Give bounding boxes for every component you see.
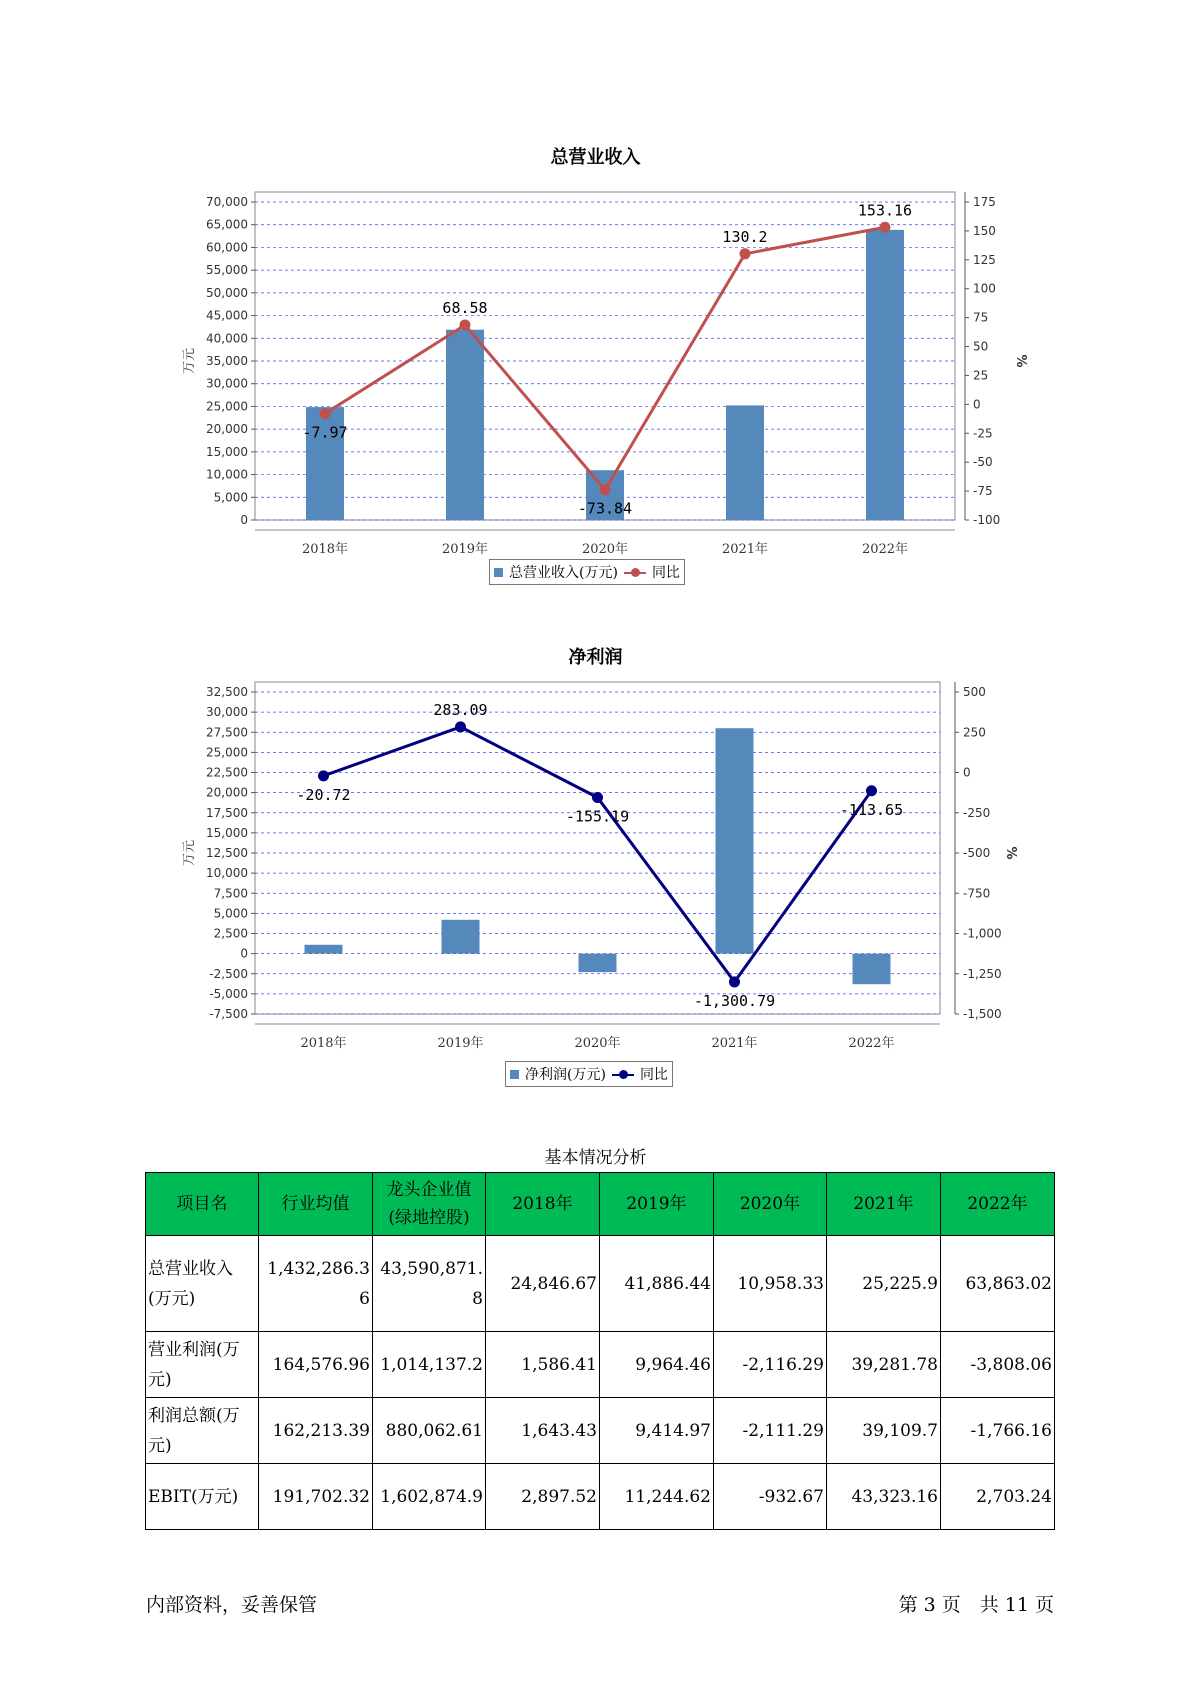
table-cell: 1,586.41 xyxy=(486,1332,600,1398)
table-header-row xyxy=(146,1173,1055,1236)
table-cell: 2,897.52 xyxy=(486,1464,600,1530)
table-cell: 191,702.32 xyxy=(259,1464,373,1530)
table-cell: -3,808.06 xyxy=(941,1332,1055,1398)
yoy-point xyxy=(460,320,471,331)
y-tick-label: 10,000 xyxy=(206,866,248,881)
y2-axis-title: % xyxy=(1013,354,1028,368)
legend-line-label: 同比 xyxy=(651,565,680,581)
y2-axis-title: % xyxy=(1003,846,1018,860)
table-row xyxy=(146,1464,1055,1530)
table-cell: 1,014,137.2 xyxy=(373,1332,486,1398)
y-tick-label: 20,000 xyxy=(206,422,248,437)
yoy-point xyxy=(455,721,466,732)
bar xyxy=(716,728,754,953)
yoy-point xyxy=(740,248,751,259)
table-cell: 1,602,874.9 xyxy=(373,1464,486,1530)
row-name-cell: EBIT(万元) xyxy=(146,1464,259,1530)
y2-tick-label: 0 xyxy=(963,765,971,780)
header-cell: 2022年 xyxy=(941,1173,1055,1236)
x-tick-label: 2020年 xyxy=(574,1036,621,1051)
yoy-data-label: -155.19 xyxy=(565,807,630,826)
bar xyxy=(579,954,617,973)
row-name-cell: 营业利润(万元) xyxy=(146,1332,259,1398)
yoy-point xyxy=(600,484,611,495)
yoy-data-label: 283.09 xyxy=(433,700,488,719)
table-cell: -2,116.29 xyxy=(714,1332,827,1398)
y2-tick-label: 150 xyxy=(973,223,996,238)
y-axis-title: 万元 xyxy=(182,839,197,867)
footer-confidential-note: 内部资料，妥善保管 xyxy=(146,1594,318,1616)
y-tick-label: 27,500 xyxy=(206,725,248,740)
table-cell: 162,213.39 xyxy=(259,1398,373,1464)
x-tick-label: 2019年 xyxy=(441,542,489,557)
table-cell: 39,281.78 xyxy=(827,1332,941,1398)
legend-revenue xyxy=(489,559,685,585)
y2-tick-label: -750 xyxy=(963,886,991,901)
y-axis-title: 万元 xyxy=(182,347,197,375)
y-tick-label: 17,500 xyxy=(206,805,248,820)
y-tick-label: 55,000 xyxy=(206,263,248,278)
chart-title-net-profit: 净利润 xyxy=(568,647,623,668)
yoy-point xyxy=(729,976,740,987)
y2-tick-label: 100 xyxy=(973,281,996,296)
header-cell: 项目名 xyxy=(146,1173,259,1236)
table-cell: 10,958.33 xyxy=(714,1236,827,1332)
x-tick-label: 2022年 xyxy=(848,1036,895,1051)
y2-tick-label: -500 xyxy=(963,846,991,860)
table-cell: 1,643.43 xyxy=(486,1398,600,1464)
table-cell: -1,766.16 xyxy=(941,1398,1055,1464)
y-tick-label: 5,000 xyxy=(213,906,248,921)
yoy-data-label: 68.58 xyxy=(442,299,488,318)
y-tick-label: 30,000 xyxy=(206,376,248,391)
y-tick-label: 35,000 xyxy=(206,354,248,368)
y2-tick-label: 500 xyxy=(963,685,986,699)
bar xyxy=(853,954,891,985)
yoy-data-label: -73.84 xyxy=(577,499,633,518)
bar xyxy=(726,405,764,520)
table-cell: 24,846.67 xyxy=(486,1236,600,1332)
y-tick-label: 32,500 xyxy=(206,685,248,699)
y-tick-label: 10,000 xyxy=(206,467,248,482)
chart-revenue xyxy=(0,172,1191,592)
yoy-point xyxy=(320,408,331,419)
y2-tick-label: -250 xyxy=(963,805,991,820)
row-name-cell: 利润总额(万元) xyxy=(146,1398,259,1464)
table-cell: 2,703.24 xyxy=(941,1464,1055,1530)
y2-tick-label: -75 xyxy=(973,484,993,499)
x-tick-label: 2018年 xyxy=(300,1036,347,1051)
yoy-data-label: -7.97 xyxy=(302,423,348,442)
y2-tick-label: -50 xyxy=(973,455,993,470)
yoy-data-label: -1,300.79 xyxy=(693,991,776,1010)
y2-tick-label: 25 xyxy=(973,368,989,383)
yoy-point xyxy=(866,785,877,796)
table-cell: 25,225.9 xyxy=(827,1236,941,1332)
header-cell: 2018年 xyxy=(486,1173,600,1236)
y-tick-label: 15,000 xyxy=(206,444,248,459)
y2-tick-label: 125 xyxy=(973,252,996,267)
yoy-data-label: 153.16 xyxy=(857,201,913,220)
yoy-point xyxy=(880,222,891,233)
header-cell: 2021年 xyxy=(827,1173,941,1236)
y-tick-label: 40,000 xyxy=(206,331,248,346)
row-name-cell: 总营业收入(万元) xyxy=(146,1236,259,1332)
y-tick-label: 50,000 xyxy=(206,285,248,300)
table-cell: -932.67 xyxy=(714,1464,827,1530)
y2-tick-label: 0 xyxy=(973,397,981,412)
y2-tick-label: -1,500 xyxy=(963,1007,1002,1021)
y2-tick-label: 75 xyxy=(973,310,989,325)
y-tick-label: 5,000 xyxy=(213,490,248,505)
table-cell: 41,886.44 xyxy=(600,1236,714,1332)
y-tick-label: 30,000 xyxy=(206,705,248,720)
y-tick-label: 15,000 xyxy=(206,825,248,840)
table-row xyxy=(146,1398,1055,1464)
legend-bar-swatch xyxy=(494,568,503,577)
table-cell: 880,062.61 xyxy=(373,1398,486,1464)
bar xyxy=(866,230,904,520)
y-tick-label: 65,000 xyxy=(206,217,248,232)
yoy-data-label: -113.65 xyxy=(839,800,904,819)
legend-line-swatch xyxy=(624,568,646,577)
y2-tick-label: 50 xyxy=(973,339,989,354)
table-cell: 39,109.7 xyxy=(827,1398,941,1464)
y-tick-label: 60,000 xyxy=(206,240,248,255)
y-tick-label: 25,000 xyxy=(206,745,248,760)
y-tick-label: 0 xyxy=(240,946,248,961)
y-tick-label: 22,500 xyxy=(206,765,248,780)
y-tick-label: 7,500 xyxy=(213,886,248,901)
legend-line-label: 同比 xyxy=(639,1067,668,1083)
bar xyxy=(305,945,343,954)
header-cell: 2020年 xyxy=(714,1173,827,1236)
legend-bar-label: 净利润(万元) xyxy=(525,1067,606,1083)
legend-bar-label: 总营业收入(万元) xyxy=(509,565,618,581)
header-cell: 2019年 xyxy=(600,1173,714,1236)
basic-analysis-table xyxy=(145,1172,1055,1530)
y2-tick-label: -100 xyxy=(973,513,1001,527)
footer-page-number: 第 3 页 共 11 页 xyxy=(898,1594,1054,1616)
bar xyxy=(442,920,480,954)
y-tick-label: -5,000 xyxy=(209,986,248,1001)
table-row xyxy=(146,1236,1055,1332)
table-cell: 63,863.02 xyxy=(941,1236,1055,1332)
table-cell: 9,964.46 xyxy=(600,1332,714,1398)
chart-title-revenue: 总营业收入 xyxy=(550,147,641,168)
x-tick-label: 2019年 xyxy=(437,1036,484,1051)
y-tick-label: 12,500 xyxy=(206,846,248,860)
header-cell: 龙头企业值(绿地控股) xyxy=(373,1173,486,1236)
table-cell: 9,414.97 xyxy=(600,1398,714,1464)
table-cell: 43,323.16 xyxy=(827,1464,941,1530)
y-tick-label: -2,500 xyxy=(209,966,248,981)
bar xyxy=(446,330,484,520)
table-cell: 164,576.96 xyxy=(259,1332,373,1398)
yoy-point xyxy=(592,792,603,803)
x-tick-label: 2018年 xyxy=(301,542,349,557)
y-tick-label: 25,000 xyxy=(206,399,248,414)
chart-net-profit xyxy=(0,672,1191,1092)
y-tick-label: 45,000 xyxy=(206,308,248,323)
y-tick-label: 70,000 xyxy=(206,195,248,209)
x-tick-label: 2021年 xyxy=(721,542,769,557)
yoy-data-label: -20.72 xyxy=(296,785,351,804)
y2-tick-label: -25 xyxy=(973,426,993,441)
y-tick-label: 20,000 xyxy=(206,785,248,800)
y2-tick-label: -1,250 xyxy=(963,966,1002,981)
x-tick-label: 2021年 xyxy=(711,1036,758,1051)
y-tick-label: -7,500 xyxy=(209,1007,248,1021)
header-cell: 行业均值 xyxy=(259,1173,373,1236)
y2-tick-label: 250 xyxy=(963,725,986,740)
y-tick-label: 2,500 xyxy=(213,926,248,941)
legend-bar-swatch xyxy=(510,1070,519,1079)
table-caption: 基本情况分析 xyxy=(544,1148,647,1168)
table-cell: 43,590,871.8 xyxy=(373,1236,486,1332)
yoy-point xyxy=(318,770,329,781)
y-tick-label: 0 xyxy=(240,513,248,527)
legend-line-swatch xyxy=(612,1070,634,1079)
x-tick-label: 2020年 xyxy=(581,542,629,557)
table-cell: 1,432,286.36 xyxy=(259,1236,373,1332)
yoy-data-label: 130.2 xyxy=(722,227,768,246)
table-cell: 11,244.62 xyxy=(600,1464,714,1530)
y2-tick-label: 175 xyxy=(973,195,996,209)
y2-tick-label: -1,000 xyxy=(963,926,1002,941)
legend-net-profit xyxy=(505,1061,673,1087)
table-cell: -2,111.29 xyxy=(714,1398,827,1464)
table-row xyxy=(146,1332,1055,1398)
x-tick-label: 2022年 xyxy=(861,542,909,557)
